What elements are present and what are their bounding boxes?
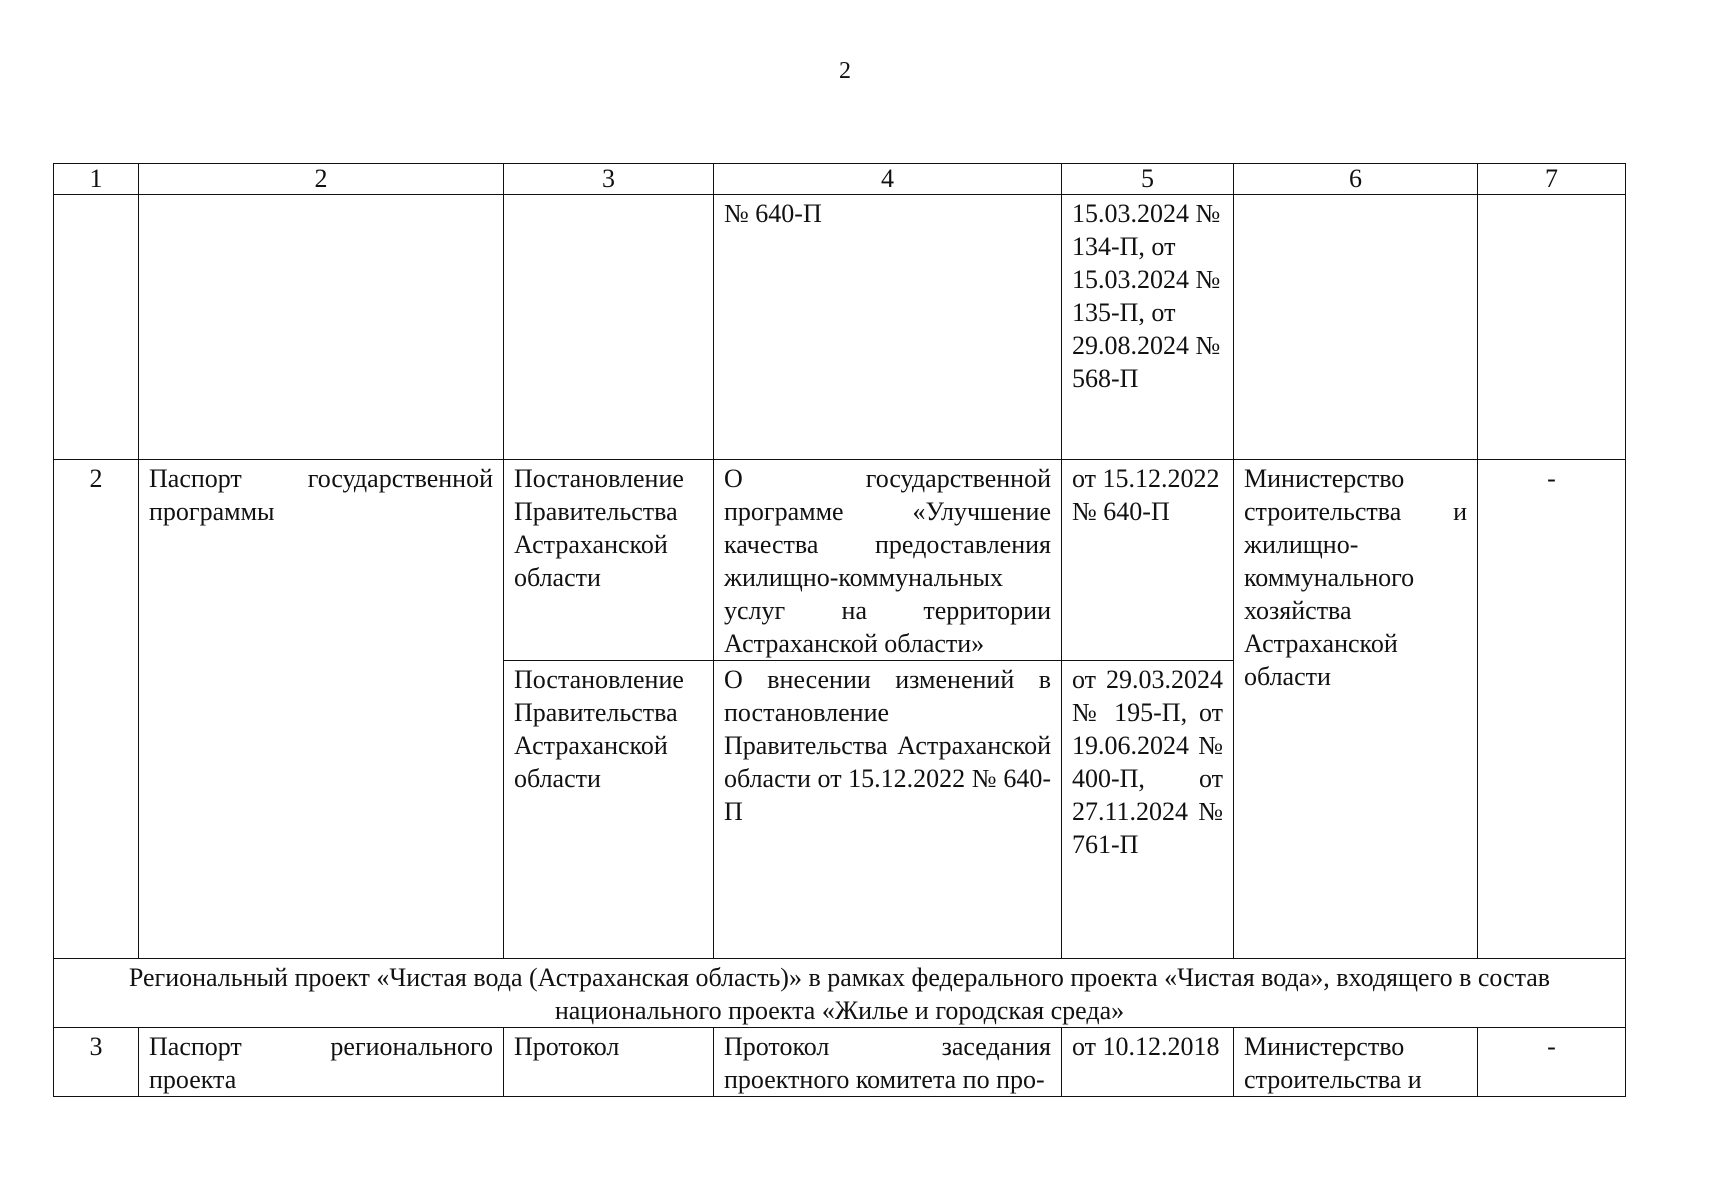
org-cell: Министерство строительства и жилищно-коммунального хозяйства Астраханской области [1234, 460, 1478, 959]
note-cell: - [1478, 460, 1626, 959]
doc-title-cell: О внесении изменений в постановление Правительства Астраханской области от 15.12.2022 № 640-П [714, 661, 1062, 959]
column-header: 1 [54, 164, 139, 195]
org-cell [1234, 195, 1478, 460]
table-row-continued [54, 195, 1626, 460]
registry-table [53, 163, 1626, 1097]
column-header: 2 [139, 164, 504, 195]
note-cell: - [1478, 1028, 1626, 1097]
doc-name-cell: Паспорт государственной программы [139, 460, 504, 959]
column-header: 4 [714, 164, 1062, 195]
column-header: 3 [504, 164, 714, 195]
row-number-cell: 2 [54, 460, 139, 959]
section-heading: Региональный проект «Чистая вода (Астраханская область)» в рамках федерального проекта «Чистая вода», входящего в состав национального проекта «Жилье и городская среда» [54, 959, 1626, 1028]
doc-date-cell: 15.03.2024 № 134-П, от 15.03.2024 № 135-П, от 29.08.2024 № 568-П [1062, 195, 1234, 460]
doc-date-cell: от 29.03.2024 № 195-П, от 19.06.2024 № 400-П, от 27.11.2024 № 761-П [1062, 661, 1234, 959]
doc-type-cell: Постановление Правительства Астраханской области [504, 460, 714, 661]
doc-title-cell: Протокол заседания проектного комитета по про- [714, 1028, 1062, 1097]
column-header: 6 [1234, 164, 1478, 195]
doc-type-cell: Протокол [504, 1028, 714, 1097]
page-number: 2 [839, 58, 851, 84]
table-row-3 [54, 1028, 1626, 1097]
org-cell: Министерство строительства и [1234, 1028, 1478, 1097]
column-numbers-header [54, 164, 1626, 195]
doc-title-cell: № 640-П [714, 195, 1062, 460]
doc-name-cell: Паспорт регионального проекта [139, 1028, 504, 1097]
note-cell [1478, 195, 1626, 460]
doc-date-cell: от 10.12.2018 [1062, 1028, 1234, 1097]
doc-name-cell [139, 195, 504, 460]
doc-date-cell: от 15.12.2022 № 640-П [1062, 460, 1234, 661]
row-number-cell: 3 [54, 1028, 139, 1097]
section-row [54, 959, 1626, 1028]
column-header: 7 [1478, 164, 1626, 195]
doc-title-cell: О государственной программе «Улучшение качества предоставления жилищно-коммунальных услуг на территории Астраханской области» [714, 460, 1062, 661]
row-number-cell [54, 195, 139, 460]
column-header: 5 [1062, 164, 1234, 195]
doc-type-cell [504, 195, 714, 460]
table-row-2a [54, 460, 1626, 661]
doc-type-cell: Постановление Правительства Астраханской области [504, 661, 714, 959]
